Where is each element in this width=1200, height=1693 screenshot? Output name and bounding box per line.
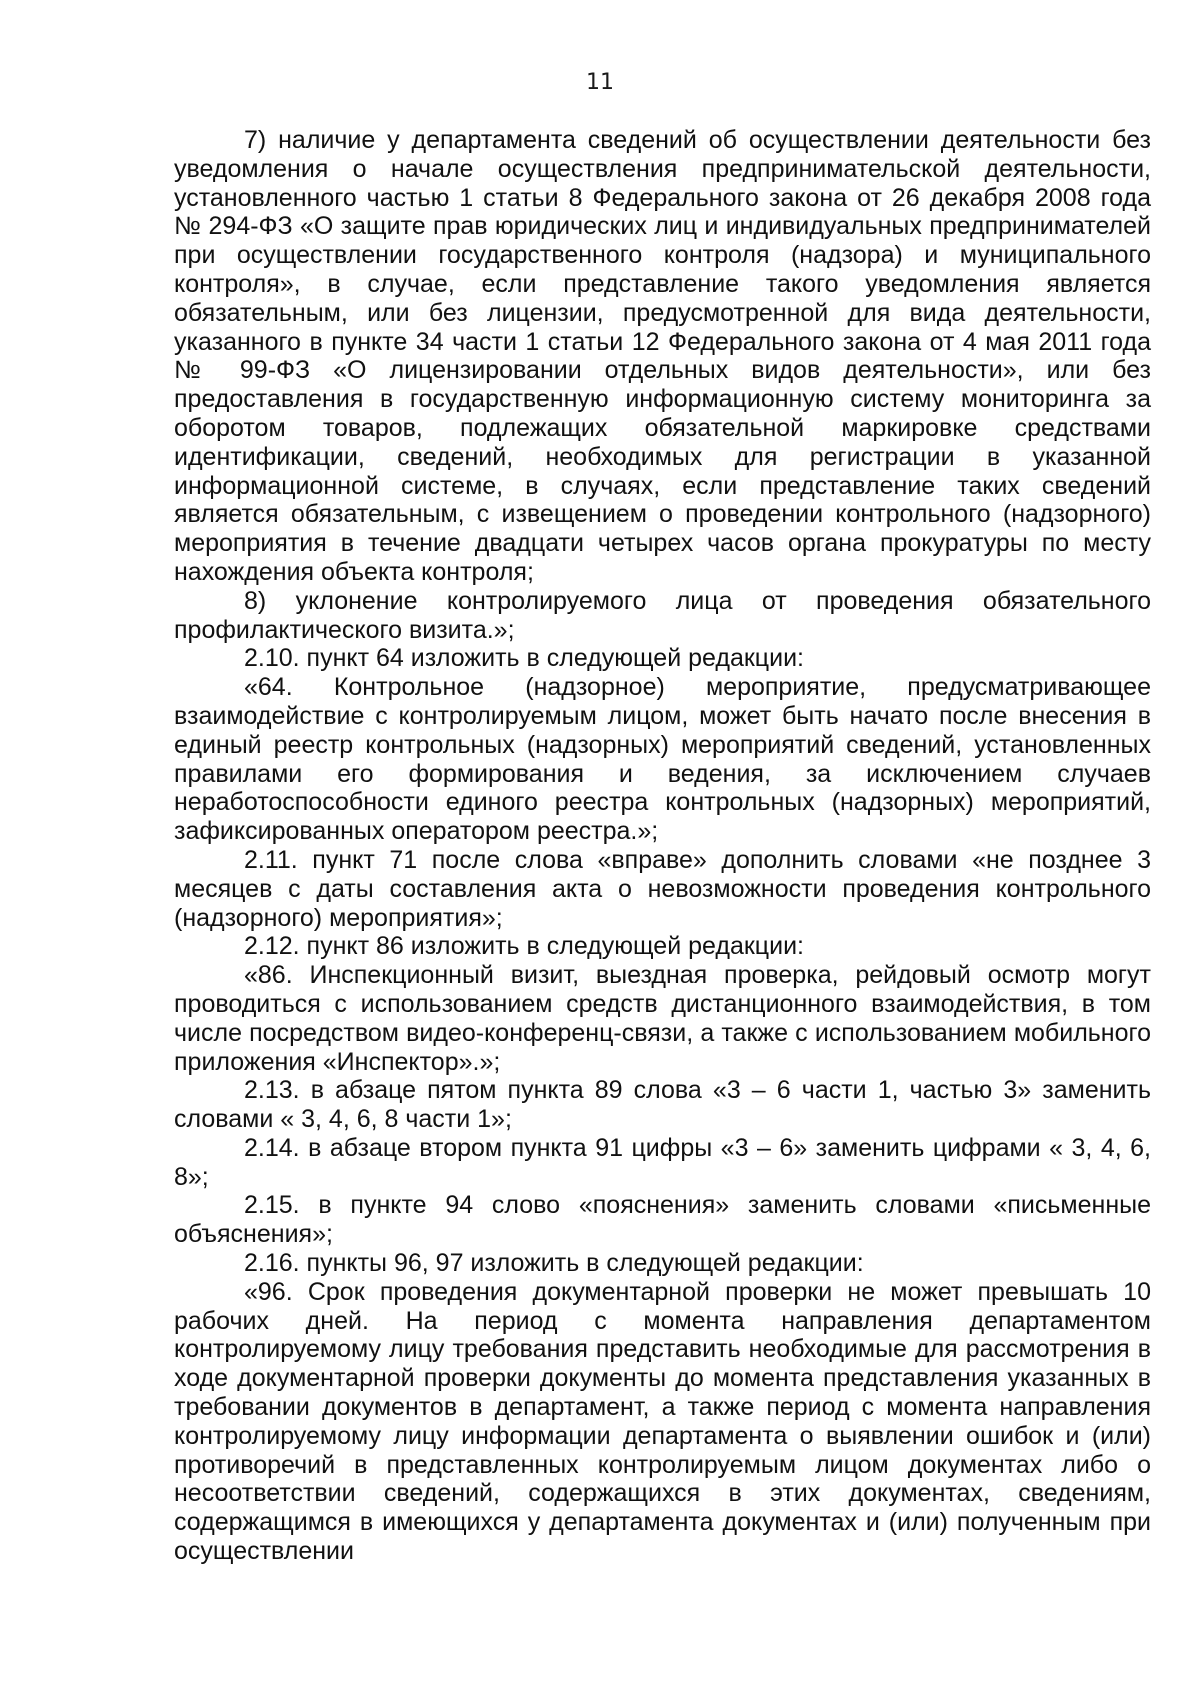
paragraph-2-12: 2.12. пункт 86 изложить в следующей редакции: <box>244 932 804 961</box>
paragraph-point-86: «86. Инспекционный визит, выездная проверка, рейдовый осмотр могут проводиться с использованием средств дистанционного взаимодействия, в том числе посредством видео-конференц-связи, а также с использованием мобильного приложения «Инспектор».»; <box>174 961 1151 1076</box>
paragraph-2-16: 2.16. пункты 96, 97 изложить в следующей редакции: <box>244 1249 864 1278</box>
paragraph-point-64: «64. Контрольное (надзорное) мероприятие, предусматривающее взаимодействие с контролируемым лицом, может быть начато после внесения в единый реестр контрольных (надзорных) мероприятий сведений, установленных правилами его формирования и ведения, за исключением случаев неработоспособности единого реестра контрольных (надзорных) мероприятий, зафиксированных оператором реестра.»; <box>174 673 1151 846</box>
document-body <box>174 126 1151 1566</box>
paragraph-2-14: 2.14. в абзаце втором пункта 91 цифры «3 – 6» заменить цифрами « 3, 4, 6, 8»; <box>174 1133 1151 1191</box>
paragraph-item-8: 8) уклонение контролируемого лица от проведения обязательного профилактического визита.»; <box>174 586 1151 644</box>
paragraph-item-7: 7) наличие у департамента сведений об осуществлении деятельности без уведомления о начале осуществления предпринимательской деятельности, установленного частью 1 статьи 8 Федерального закона от 26 декабря 2008 года № 294-ФЗ «О защите прав юридических лиц и индивидуальных предпринимателей при осуществлении государственного контроля (надзора) и муниципального контроля», в случае, если представление такого уведомления является обязательным, или без лицензии, предусмотренной для вида деятельности, указанного в пункте 34 части 1 статьи 12 Федерального закона от 4 мая 2011 года № 99-ФЗ «О лицензировании отдельных видов деятельности», или без предоставления в государственную информационную систему мониторинга за оборотом товаров, подлежащих обязательной маркировке средствами идентификации, сведений, необходимых для регистрации в указанной информационной системе, в случаях, если представление таких сведений является обязательным, с извещением о проведении контрольного (надзорного) мероприятия в течение двадцати четырех часов органа прокуратуры по месту нахождения объекта контроля; <box>174 126 1151 586</box>
paragraph-point-96: «96. Срок проведения документарной проверки не может превышать 10 рабочих дней. На период с момента направления департаментом контролируемому лицу требования представить необходимые для рассмотрения в ходе документарной проверки документы до момента представления указанных в требовании документов в департамент, а также период с момента направления контролируемому лицу информации департамента о выявлении ошибок и (или) противоречий в представленных контролируемым лицом документах либо о несоответствии сведений, содержащихся в этих документах, сведениям, содержащимся в имеющихся у департамента документах и (или) полученным при осуществлении <box>174 1277 1151 1566</box>
paragraph-2-15: 2.15. в пункте 94 слово «пояснения» заменить словами «письменные объяснения»; <box>174 1191 1151 1249</box>
paragraph-2-13: 2.13. в абзаце пятом пункта 89 слова «3 – 6 части 1, частью 3» заменить словами « 3, 4, 6, 8 части 1»; <box>174 1076 1151 1134</box>
paragraph-2-10: 2.10. пункт 64 изложить в следующей редакции: <box>244 644 804 673</box>
page-number: 11 <box>586 70 614 95</box>
paragraph-2-11: 2.11. пункт 71 после слова «вправе» дополнить словами «не позднее 3 месяцев с даты составления акта о невозможности проведения контрольного (надзорного) мероприятия»; <box>174 845 1151 932</box>
